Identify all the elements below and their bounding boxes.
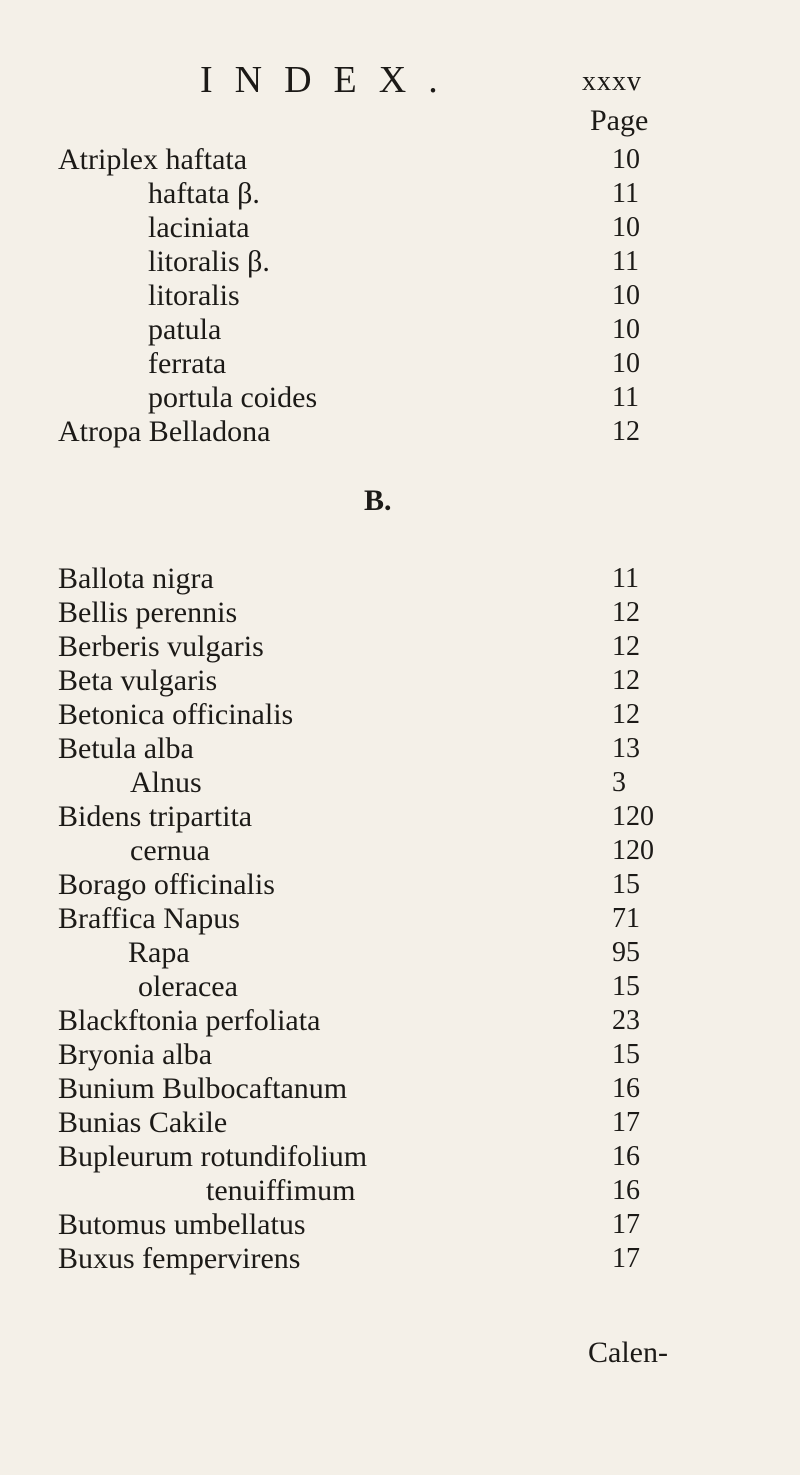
index-entry-page: 11 <box>612 382 639 413</box>
index-entry-page: 15 <box>612 1039 640 1070</box>
index-entry-page: 71 <box>612 903 640 934</box>
index-entry-row <box>0 596 800 630</box>
index-entry-row <box>0 732 800 766</box>
index-entry-row <box>0 143 800 177</box>
index-entry-row <box>0 1038 800 1072</box>
index-entry-row <box>0 381 800 415</box>
index-entry-page: 17 <box>612 1209 640 1240</box>
index-entry-row <box>0 211 800 245</box>
section-letter-b: B. <box>364 484 392 517</box>
index-entry-term: oleracea <box>138 970 238 1003</box>
index-entry-page: 17 <box>612 1243 640 1274</box>
index-entry-page: 11 <box>612 246 639 277</box>
index-section-b <box>0 562 800 1276</box>
index-entry-term: litoralis <box>148 279 240 312</box>
index-entry-page: 12 <box>612 416 640 447</box>
index-entry-term: Bunias Cakile <box>58 1106 228 1139</box>
index-entry-page: 10 <box>612 348 640 379</box>
index-entry-term: litoralis β. <box>148 245 270 278</box>
index-entry-term: Betula alba <box>58 732 194 765</box>
index-entry-term: Betonica officinalis <box>58 698 294 731</box>
index-entry-term: Berberis vulgaris <box>58 630 264 663</box>
index-entry-row <box>0 766 800 800</box>
index-entry-page: 12 <box>612 597 640 628</box>
index-entry-page: 23 <box>612 1005 640 1036</box>
index-entry-page: 3 <box>612 767 626 798</box>
index-entry-row <box>0 664 800 698</box>
index-entry-page: 15 <box>612 971 640 1002</box>
index-entry-term: Ballota nigra <box>58 562 214 595</box>
index-entry-row <box>0 868 800 902</box>
page-column-label: Page <box>590 104 649 137</box>
page-header-title: INDEX. <box>200 59 460 101</box>
index-entry-term: Bupleurum rotundifolium <box>58 1140 368 1173</box>
index-entry-term: tenuiffimum <box>206 1174 356 1207</box>
index-entry-row <box>0 902 800 936</box>
index-entry-term: ferrata <box>148 347 227 380</box>
index-entry-row <box>0 1004 800 1038</box>
index-entry-page: 12 <box>612 665 640 696</box>
index-entry-term: Blackftonia perfoliata <box>58 1004 321 1037</box>
index-entry-row <box>0 1174 800 1208</box>
index-entry-term: Atriplex haftata <box>58 143 248 176</box>
index-entry-term: Alnus <box>130 766 202 799</box>
index-entry-term: Braffica Napus <box>58 902 240 935</box>
index-entry-row <box>0 1140 800 1174</box>
index-entry-row <box>0 834 800 868</box>
index-entry-page: 12 <box>612 631 640 662</box>
index-entry-page: 15 <box>612 869 640 900</box>
index-entry-page: 16 <box>612 1175 640 1206</box>
page-header-number: xxxv <box>582 66 642 97</box>
index-entry-term: Buxus fempervirens <box>58 1242 301 1275</box>
index-entry-page: 11 <box>612 563 639 594</box>
index-entry-row <box>0 936 800 970</box>
index-entry-term: Atropa Belladona <box>58 415 271 448</box>
index-entry-term: Bellis perennis <box>58 596 238 629</box>
index-section-a <box>0 143 800 449</box>
index-entry-term: patula <box>148 313 222 346</box>
index-entry-term: haftata β. <box>148 177 260 210</box>
index-entry-row <box>0 1072 800 1106</box>
index-entry-row <box>0 279 800 313</box>
index-entry-page: 16 <box>612 1073 640 1104</box>
index-entry-term: Butomus umbellatus <box>58 1208 306 1241</box>
index-entry-row <box>0 630 800 664</box>
index-entry-term: Beta vulgaris <box>58 664 218 697</box>
index-entry-term: Bryonia alba <box>58 1038 213 1071</box>
index-entry-row <box>0 562 800 596</box>
index-entry-row <box>0 1208 800 1242</box>
index-entry-row <box>0 970 800 1004</box>
index-entry-term: Bunium Bulbocaftanum <box>58 1072 348 1105</box>
index-entry-page: 120 <box>612 835 654 866</box>
index-entry-page: 12 <box>612 699 640 730</box>
index-entry-row <box>0 245 800 279</box>
index-entry-row <box>0 1242 800 1276</box>
index-entry-page: 16 <box>612 1141 640 1172</box>
index-entry-row <box>0 347 800 381</box>
index-entry-term: Bidens tripartita <box>58 800 253 833</box>
index-entry-page: 10 <box>612 314 640 345</box>
index-entry-term: Borago officinalis <box>58 868 275 901</box>
index-entry-row <box>0 698 800 732</box>
index-entry-term: Rapa <box>128 936 190 969</box>
index-entry-page: 11 <box>612 178 639 209</box>
index-entry-term: portula coides <box>148 381 318 414</box>
index-entry-page: 10 <box>612 280 640 311</box>
index-entry-term: laciniata <box>148 211 250 244</box>
index-entry-page: 120 <box>612 801 654 832</box>
index-entry-page: 10 <box>612 144 640 175</box>
index-entry-page: 13 <box>612 733 640 764</box>
index-entry-page: 95 <box>612 937 640 968</box>
index-entry-row <box>0 313 800 347</box>
index-entry-term: cernua <box>130 834 210 867</box>
index-entry-page: 10 <box>612 212 640 243</box>
index-entry-row <box>0 415 800 449</box>
index-entry-page: 17 <box>612 1107 640 1138</box>
catchword: Calen- <box>588 1336 668 1369</box>
index-entry-row <box>0 800 800 834</box>
index-entry-row <box>0 177 800 211</box>
index-entry-row <box>0 1106 800 1140</box>
